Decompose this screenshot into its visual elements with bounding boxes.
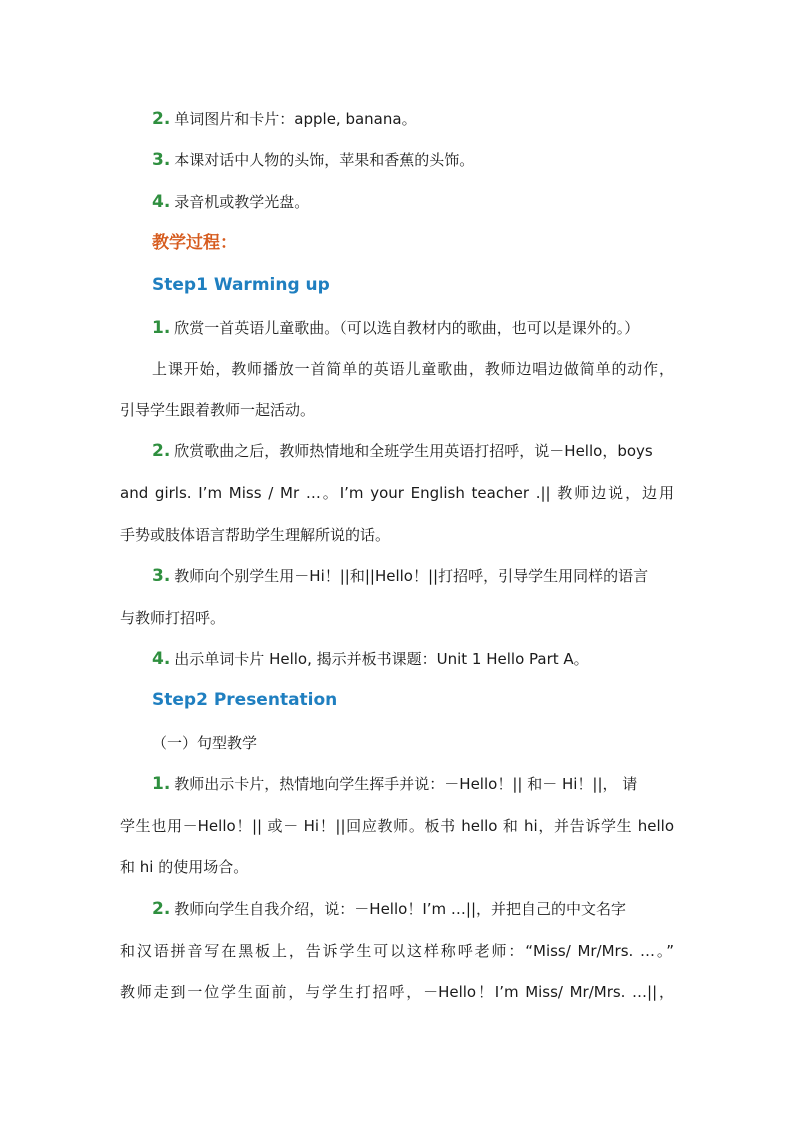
item-text: 欣赏歌曲之后，教师热情地和全班学生用英语打招呼，说－Hello，boys bbox=[174, 442, 653, 460]
item-text: 录音机或教学光盘。 bbox=[174, 193, 310, 211]
material-item-3 bbox=[152, 150, 474, 170]
item-number: 3. bbox=[152, 566, 171, 586]
step1-item2-line1 bbox=[152, 441, 653, 461]
item-number: 3. bbox=[152, 150, 171, 170]
step1-item2-line2: and girls. I’m Miss / Mr …。I’m your English teacher .|| 教师边说，边用 bbox=[120, 484, 674, 502]
step2-subheading: （一）句型教学 bbox=[152, 734, 258, 752]
item-text: 单词图片和卡片：apple, banana。 bbox=[174, 110, 417, 128]
material-item-2 bbox=[152, 109, 417, 129]
step2-item1-line3: 和 hi 的使用场合。 bbox=[120, 858, 249, 876]
step2-item1-line1 bbox=[152, 774, 637, 794]
step2-item1-line2: 学生也用－Hello！|| 或－ Hi！||回应教师。板书 hello 和 hi，并告诉学生 hello bbox=[120, 817, 674, 835]
step2-title: Step2 Presentation bbox=[152, 690, 338, 710]
item-number: 1. bbox=[152, 318, 171, 338]
item-number: 2. bbox=[152, 109, 171, 129]
step1-title: Step1 Warming up bbox=[152, 275, 330, 295]
item-text: 本课对话中人物的头饰，苹果和香蕉的头饰。 bbox=[174, 151, 475, 169]
item-number: 1. bbox=[152, 774, 171, 794]
item-number: 2. bbox=[152, 899, 171, 919]
step1-item2-line3: 手势或肢体语言帮助学生理解所说的话。 bbox=[120, 526, 391, 544]
item-text: 教师向个别学生用－Hi！||和||Hello！||打招呼，引导学生用同样的语言 bbox=[174, 567, 649, 585]
item-number: 4. bbox=[152, 192, 171, 212]
step1-item1-line3: 引导学生跟着教师一起活动。 bbox=[120, 401, 316, 419]
item-text: 出示单词卡片 Hello, 揭示并板书课题：Unit 1 Hello Part A。 bbox=[174, 650, 589, 668]
step1-item1-line2: 上课开始，教师播放一首简单的英语儿童歌曲，教师边唱边做简单的动作， bbox=[152, 360, 674, 378]
item-text: 教师向学生自我介绍，说：－Hello！I’m …||，并把自己的中文名字 bbox=[174, 900, 626, 918]
step2-item2-line3: 教师走到一位学生面前，与学生打招呼，－Hello！I’m Miss/ Mr/Mrs. …||， bbox=[120, 983, 674, 1001]
item-text: 教师出示卡片，热情地向学生挥手并说：－Hello！|| 和－ Hi！||， 请 bbox=[174, 775, 638, 793]
step2-item2-line1 bbox=[152, 899, 626, 919]
item-text: 欣赏一首英语儿童歌曲。（可以选自教材内的歌曲，也可以是课外的。） bbox=[174, 319, 640, 337]
step1-item3-line1 bbox=[152, 566, 648, 586]
item-number: 4. bbox=[152, 649, 171, 669]
material-item-4 bbox=[152, 192, 309, 212]
step1-item3-line2: 与教师打招呼。 bbox=[120, 609, 226, 627]
step1-item4-line1 bbox=[152, 649, 589, 669]
item-number: 2. bbox=[152, 441, 171, 461]
step1-item1-line1 bbox=[152, 318, 639, 338]
step2-item2-line2: 和汉语拼音写在黑板上，告诉学生可以这样称呼老师：“Miss/ Mr/Mrs. …。” bbox=[120, 942, 674, 960]
process-heading: 教学过程： bbox=[152, 233, 237, 253]
